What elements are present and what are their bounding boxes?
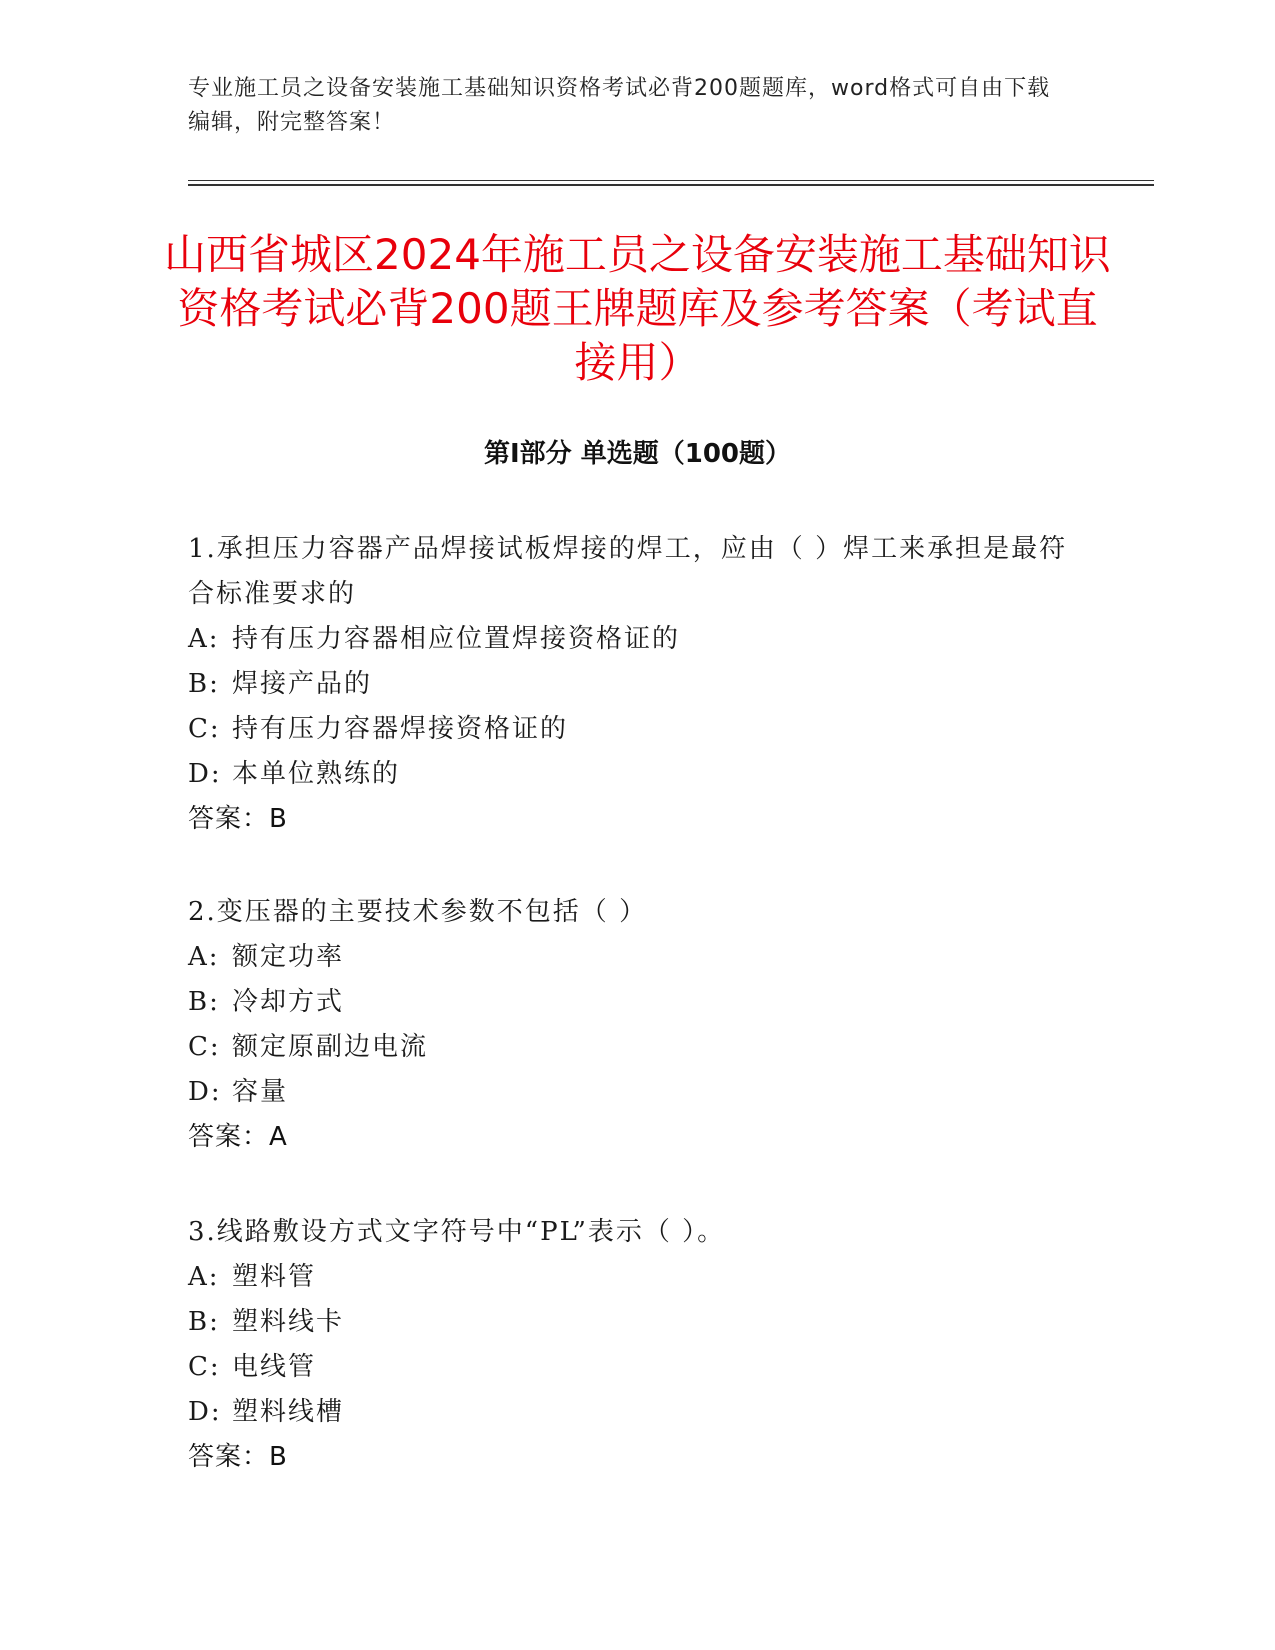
option-letter: B: [188,987,220,1017]
option-text: 本单位熟练的 [232,759,401,789]
option-letter: D: [188,1077,222,1107]
option-a [188,617,1088,662]
option-letter: D: [188,1397,222,1427]
header-note: 专业施工员之设备安装施工基础知识资格考试必背200题题库，word格式可自由下载编辑，附完整答案！ [188,76,1051,135]
option-text: 额定原副边电流 [232,1032,429,1062]
option-d [188,1070,1088,1115]
option-letter: C: [188,1352,221,1382]
option-letter: B: [188,1307,220,1337]
header-rule-thick [188,184,1154,186]
option-text: 容量 [232,1077,289,1107]
question-3 [188,1210,1088,1480]
option-letter: A: [188,1262,220,1292]
answer-line: 答案：B [188,804,288,834]
option-letter: A: [188,942,220,972]
answer-line: 答案：A [188,1122,288,1152]
option-letter: B: [188,669,220,699]
section-heading: 第Ⅰ部分 单选题（100题） [484,439,791,469]
option-text: 冷却方式 [232,987,345,1017]
option-text: 塑料线槽 [232,1397,345,1427]
option-c [188,1345,1088,1390]
option-letter: C: [188,1032,221,1062]
option-a [188,935,1088,980]
question-2 [188,890,1088,1160]
header-rule-thin [188,180,1154,181]
option-b [188,980,1088,1025]
option-text: 塑料线卡 [232,1307,345,1337]
option-letter: A: [188,624,220,654]
answer-line: 答案：B [188,1442,288,1472]
option-letter: C: [188,714,221,744]
option-text: 电线管 [232,1352,317,1382]
question-stem: 2.变压器的主要技术参数不包括（ ） [188,897,648,927]
option-text: 持有压力容器焊接资格证的 [232,714,569,744]
document-title: 山西省城区2024年施工员之设备安装施工基础知识资格考试必背200题王牌题库及参考答案（考试直接用） [164,230,1111,387]
option-d [188,752,1088,797]
option-letter: D: [188,759,222,789]
option-text: 塑料管 [232,1262,317,1292]
option-c [188,1025,1088,1070]
question-stem: 3.线路敷设方式文字符号中“PL”表示（ ）。 [188,1217,726,1247]
option-text: 额定功率 [232,942,345,972]
option-b [188,662,1088,707]
option-text: 持有压力容器相应位置焊接资格证的 [232,624,681,654]
option-a [188,1255,1088,1300]
option-d [188,1390,1088,1435]
question-1 [188,527,1088,842]
question-stem: 1.承担压力容器产品焊接试板焊接的焊工，应由（ ）焊工来承担是最符合标准要求的 [188,534,1068,609]
option-b [188,1300,1088,1345]
option-c [188,707,1088,752]
option-text: 焊接产品的 [232,669,373,699]
